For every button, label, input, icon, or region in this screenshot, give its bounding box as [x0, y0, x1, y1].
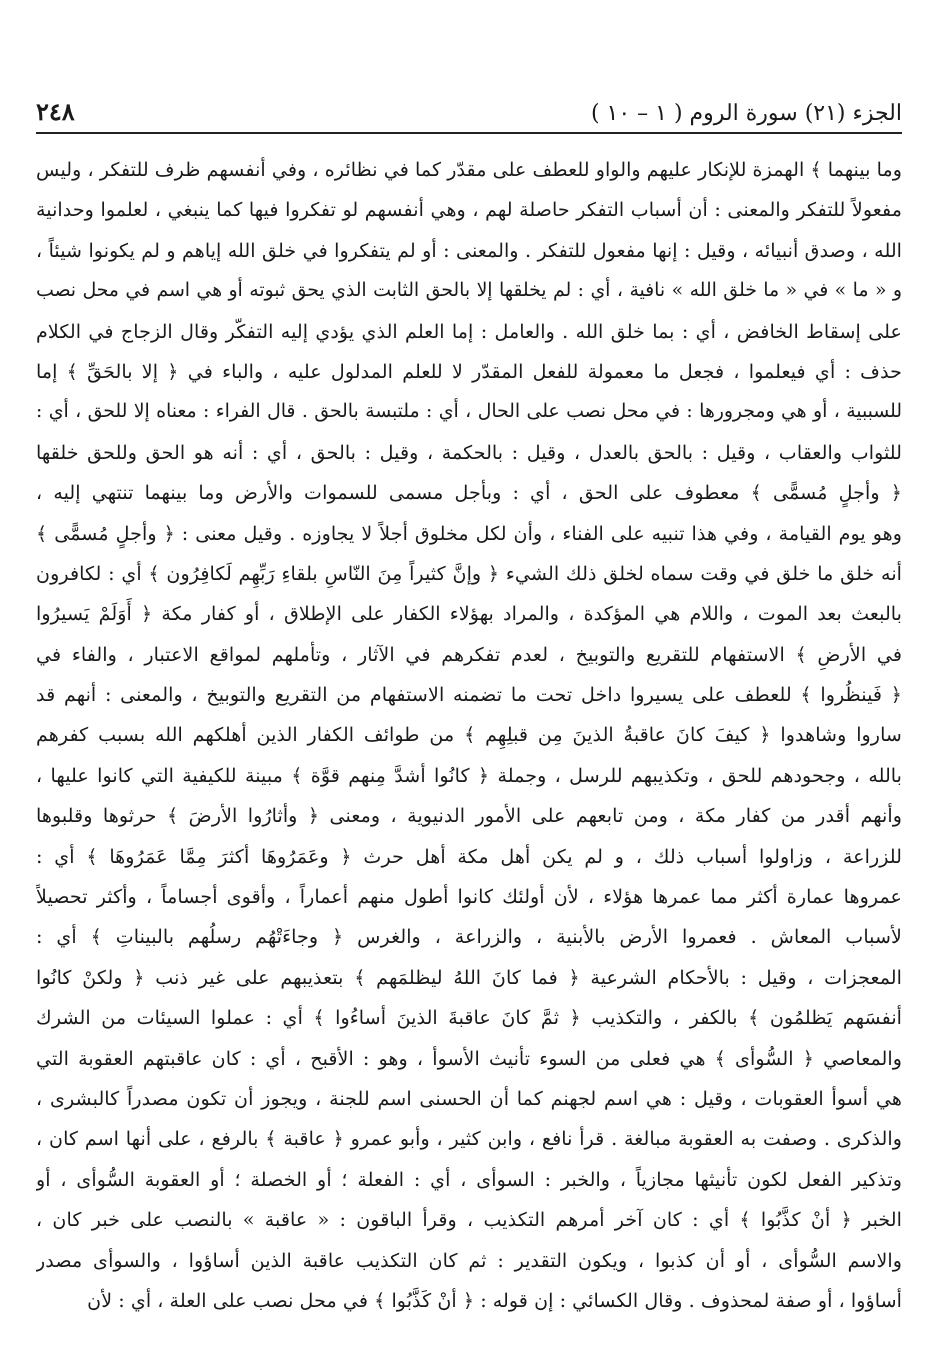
text-line: و « ما » في « ما خلق الله » نافية ، أي : لم يخلقها إلا بالحق الثابت الذي يحق ثبوته أو هي اسم في محل نصب	[36, 280, 902, 302]
text-line: للسببية ، أو هي ومجرورها : في محل نصب على الحال ، أي : ملتبسة بالحق . قال الفراء : معناه إلا للحق ، أي :	[36, 401, 902, 423]
text-line: عمروها عمارة أكثر مما عمرها هؤلاء ، لأن أولئك كانوا أطول منهم أعماراً ، وأقوى أجساماً ، وأكثر تحصيلاً	[36, 885, 902, 909]
text-line: وتذكير الفعل لكون تأنيثها مجازياً ، والخبر : السوأى ، أي : الفعلة ؛ أو الخصلة ؛ أو العقوبة السُّوأى ، أو	[36, 1167, 902, 1191]
text-line: للزراعة ، وزاولوا أسباب ذلك ، و لم يكن أهل مكة أهل حرث ﴿ وعَمَرُوهَا أكثرَ مِمَّا عَمَرُوهَا ﴾ أي :	[36, 844, 902, 868]
text-line: ساروا وشاهدوا ﴿ كيفَ كانَ عاقبةُ الذينَ مِن قبلِهِم ﴾ من طوائف الكفار الذين أهلكهم الله بسبب كفرهم	[36, 723, 902, 747]
text-line: ﴿ فَينظُروا ﴾ للعطف على يسيروا داخل تحت ما تضمنه الاستفهام من التقريع والتوبيخ ، والمعنى : أنهم قد	[36, 683, 902, 707]
text-line: والذكرى . وصفت به العقوبة مبالغة . قرأ نافع ، وابن كثير ، وأبو عمرو ﴿ عاقبة ﴾ بالرفع ، على أنها اسم كان ،	[36, 1127, 902, 1151]
text-line: في الأرضِ ﴾ الاستفهام للتقريع والتوبيخ ، لعدم تفكرهم في الآثار ، وتأملهم لمواقع الاعتبار ، والفاء في	[36, 642, 902, 666]
text-line: للثواب والعقاب ، وقيل : بالحق بالعدل ، وقيل : بالحكمة ، وقيل : بالحق ، أي : أنه هو الحق وللحق خلقها	[36, 440, 902, 464]
text-line: أساؤوا ، أو صفة لمحذوف . وقال الكسائي : إن قوله : ﴿ أنْ كَذَّبُوا ﴾ في محل نصب على العلة ، أي : لأن	[87, 1288, 902, 1312]
text-line: أنه خلق ما خلق في وقت سماه لخلق ذلك الشيء ﴿ وإنَّ كثيراً مِنَ النّاسِ بلقاءِ رَبِّهِم لَكافِرُون ﴾ أي : لكافرون	[36, 561, 902, 585]
body-text	[36, 150, 902, 1321]
text-line: والاسم السُّوأى ، أو أن كذبوا ، ويكون التقدير : ثم كان التكذيب عاقبة الذين أساؤوا ، والسوأى مصدر	[36, 1248, 902, 1272]
text-line: الخبر ﴿ أنْ كذَّبُوا ﴾ أي : كان آخر أمرهم التكذيب ، وقرأ الباقون : « عاقبة » بالنصب على خبر كان ،	[36, 1208, 902, 1232]
text-line: أنفسَهم يَظلمُون ﴾ بالكفر ، والتكذيب ﴿ ثمَّ كانَ عاقبةَ الذينَ أساءُوا ﴾ أي : عملوا السيئات من الشرك	[36, 1006, 902, 1030]
text-line: بالبعث بعد الموت ، واللام هي المؤكدة ، والمراد بهؤلاء الكفار على الإطلاق ، أو كفار مكة ﴿ أَوَلَمْ يَسيرُوا	[36, 602, 902, 626]
page-number: ٢٤٨	[36, 97, 75, 126]
text-line: وما بينهما ﴾ الهمزة للإنكار عليهم والواو للعطف على مقدّر كما في نظائره ، وفي أنفسهم ظرف للتفكر ، وليس	[36, 158, 902, 181]
text-line: المعجزات ، وقيل : بالأحكام الشرعية ﴿ فما كانَ اللهُ ليظلمَهم ﴾ بتعذيبهم على غير ذنب ﴿ ولكنْ كانُوا	[36, 965, 902, 989]
text-line: وهو يوم القيامة ، وفي هذا تنبيه على الفناء ، وأن لكل مخلوق أجلاً لا يجاوزه . وقيل معنى : ﴿ وأجلٍ مُسمًّى ﴾	[36, 521, 902, 545]
page-header	[36, 90, 902, 128]
text-line: وأنهم أقدر من كفار مكة ، ومن تابعهم على الأمور الدنيوية ، ومعنى ﴿ وأثارُوا الأرضَ ﴾ حرثوها وقلبوها	[36, 804, 902, 828]
text-line: مفعولاً للتفكر والمعنى : أن أسباب التفكر حاصلة لهم ، وهي أنفسهم لو تفكروا فيها كما ينبغي ، لعلموا وحدانية	[36, 198, 902, 222]
text-line: حذف : أي فيعلموا ، فجعل ما معمولة للفعل المقدّر لا للعلم المدلول عليه ، والباء في ﴿ إلا بالحَقِّ ﴾ إما	[36, 359, 902, 383]
text-line: هي أسوأ العقوبات ، وقيل : هي اسم لجهنم كما أن الحسنى اسم للجنة ، ويجوز أن تكون مصدراً كالبشرى ،	[36, 1086, 902, 1110]
text-line: لأسباب المعاش . فعمروا الأرض بالأبنية ، والزراعة ، والغرس ﴿ وجاءَتْهُم رسلُهم بالبيناتِ ﴾ أي :	[36, 925, 902, 949]
text-line: ﴿ وأجلٍ مُسمًّى ﴾ معطوف على الحق ، أي : وبأجل مسمى للسموات والأرض وما بينهما تنتهي إليه ،	[36, 481, 902, 505]
running-head: الجزء (٢١) سورة الروم ( ١ – ١٠ )	[590, 101, 902, 126]
text-line: على إسقاط الخافض ، أي : بما خلق الله . والعامل : إما العلم الذي يؤدي إليه التفكّر وقال الزجاج في الكلام	[36, 319, 902, 343]
text-line: بالله ، وجحودهم للحق ، وتكذيبهم للرسل ، وجملة ﴿ كانُوا أشدَّ مِنهم قوَّة ﴾ مبينة للكيفية التي كانوا عليها ،	[36, 763, 902, 787]
header-rule	[36, 132, 902, 134]
text-line: الله ، وصدق أنبيائه ، وقيل : إنها مفعول للتفكر . والمعنى : أو لم يتفكروا في خلق الله إياهم و لم يكونوا شيئاً ،	[36, 238, 902, 262]
text-line: والمعاصي ﴿ السُّوأى ﴾ هي فعلى من السوء تأنيث الأسوأ ، وهو : الأقبح ، أي : كان عاقبتهم العقوبة التي	[36, 1046, 902, 1070]
